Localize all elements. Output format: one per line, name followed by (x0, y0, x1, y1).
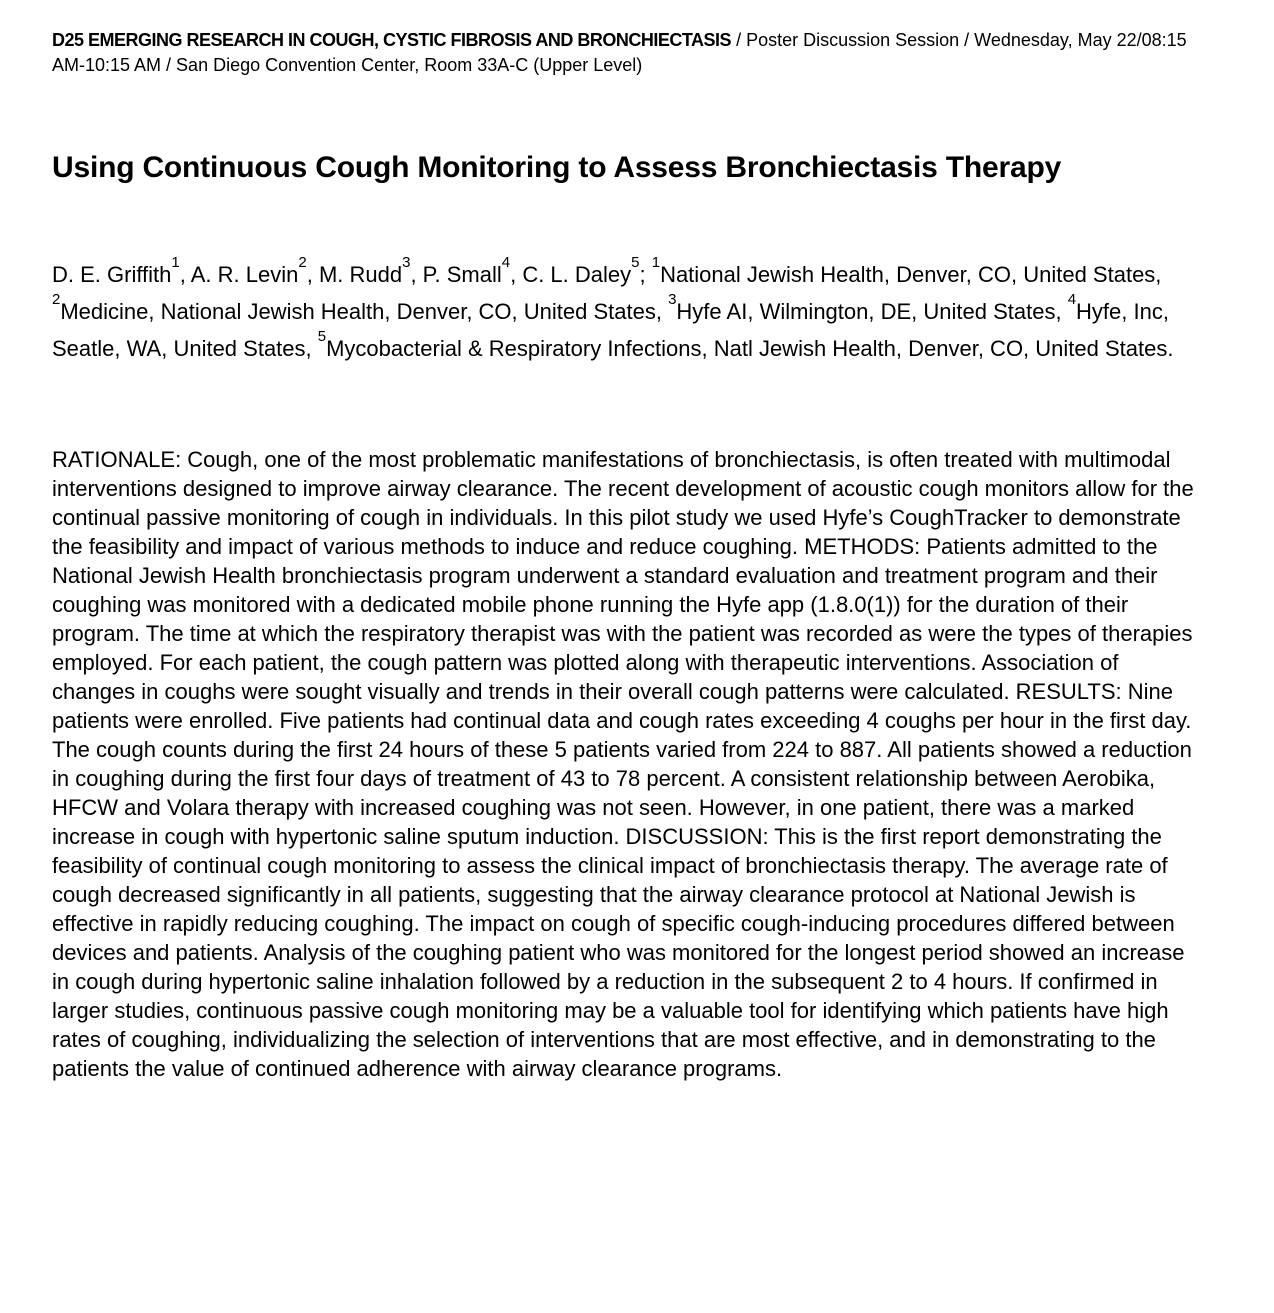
abstract-body: RATIONALE: Cough, one of the most problematic manifestations of bronchiectasis, is often treated with multimodal interventions designed to improve airway clearance. The recent development of acoustic cough monitors allow for the continual passive monitoring of cough in individuals. In this pilot study we used Hyfe’s CoughTracker to demonstrate the feasibility and impact of various methods to induce and reduce coughing. METHODS: Patients admitted to the National Jewish Health bronchiectasis program underwent a standard evaluation and treatment program and their coughing was monitored with a dedicated mobile phone running the Hyfe app (1.8.0(1)) for the duration of their program. The time at which the respiratory therapist was with the patient was recorded as were the types of therapies employed. For each patient, the cough pattern was plotted along with therapeutic interventions. Association of changes in coughs were sought visually and trends in their overall cough patterns were calculated. RESULTS: Nine patients were enrolled. Five patients had continual data and cough rates exceeding 4 coughs per hour in the first day. The cough counts during the first 24 hours of these 5 patients varied from 224 to 887. All patients showed a reduction in coughing during the first four days of treatment of 43 to 78 percent. A consistent relationship between Aerobika, HFCW and Volara therapy with increased coughing was not seen. However, in one patient, there was a marked increase in cough with hypertonic saline sputum induction. DISCUSSION: This is the first report demonstrating the feasibility of continual cough monitoring to assess the clinical impact of bronchiectasis therapy. The average rate of cough decreased significantly in all patients, suggesting that the airway clearance protocol at National Jewish is effective in rapidly reducing coughing. The impact on cough of specific cough-inducing procedures differed between devices and patients. Analysis of the coughing patient who was monitored for the longest period showed an increase in cough during hypertonic saline inhalation followed by a reduction in the subsequent 2 to 4 hours. If confirmed in larger studies, continuous passive cough monitoring may be a valuable tool for identifying which patients have high rates of coughing, individualizing the selection of interventions that are most effective, and in demonstrating to the patients the value of continued adherence with airway clearance programs. (52, 447, 1194, 1081)
authors-affiliations: D. E. Griffith$^1$, A. R. Levin$^2$, M. Rudd$^3$, P. Small$^4$, C. L. Daley$^5$; $^1$National Jewish Health, Denver, CO, United States, $^2$Medicine, National Jewish Health, Denver, CO, United States, $^3$Hyfe AI, Wilmington, DE, United States, $^4$Hyfe, Inc, Seatle, WA, United States, $^5$Mycobacterial & Respiratory Infections, Natl Jewish Health, Denver, CO, United States. (52, 253, 1174, 361)
paper-title: Using Continuous Cough Monitoring to Assess Bronchiectasis Therapy (52, 151, 1062, 184)
session-header (52, 28, 1204, 78)
session-code-title: D25 EMERGING RESEARCH IN COUGH, CYSTIC FIBROSIS AND BRONCHIECTASIS (52, 30, 732, 50)
session-details: / Poster Discussion Session / Wednesday, May 22/08:15 AM-10:15 AM / San Diego Convention Center, Room 33A-C (Upper Level) (52, 30, 1187, 75)
